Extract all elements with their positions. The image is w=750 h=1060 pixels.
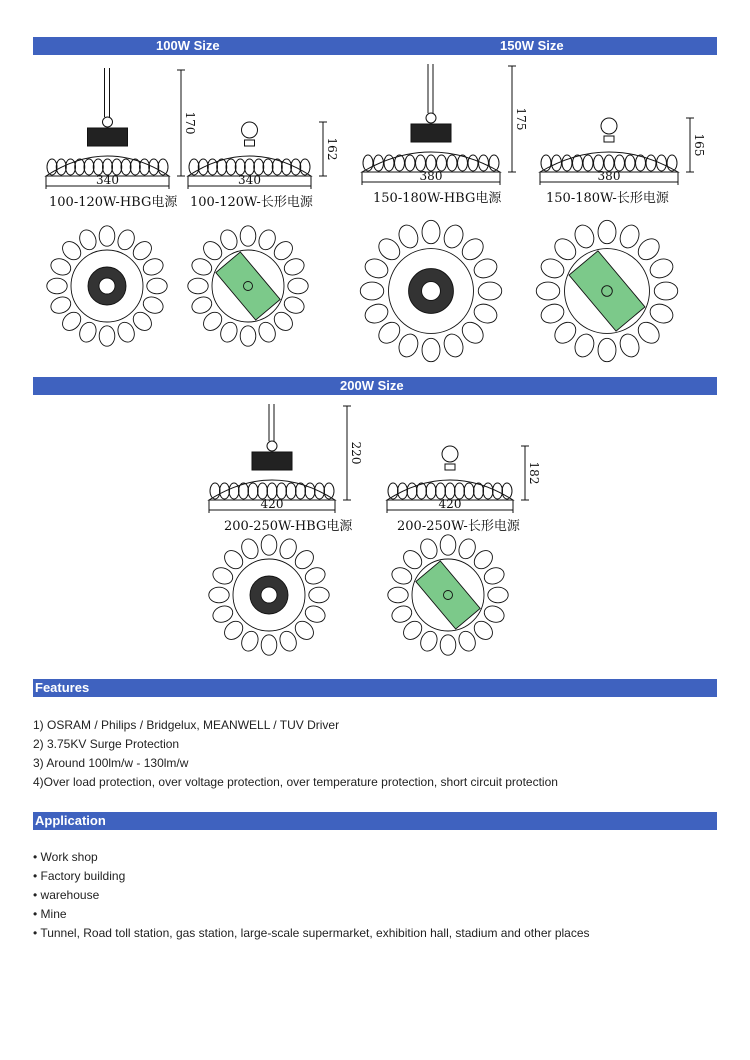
lamp-petal <box>99 226 115 246</box>
lamp-rib <box>84 159 94 175</box>
lamp-rib <box>282 159 292 175</box>
application-title: Application <box>35 813 106 828</box>
driver-center-cap <box>99 278 115 294</box>
lamp-rib <box>573 155 583 171</box>
lamp-petal <box>388 587 408 603</box>
lamp-petal <box>422 220 440 243</box>
feature-item: 2) 3.75KV Surge Protection <box>33 737 180 751</box>
caption-100w-long: 100-120W-长形电源 <box>190 195 313 210</box>
width-dimension-label: 420 <box>438 497 462 511</box>
height-dimension-label: 170 <box>183 111 197 135</box>
width-dimension-label: 420 <box>260 497 284 511</box>
size-150w-title: 150W Size <box>500 38 564 53</box>
lamp-petal <box>288 278 308 294</box>
lamp-petal <box>471 256 500 282</box>
lamp-rib <box>468 155 478 171</box>
lamp-top-view-200w-hbg <box>209 535 329 655</box>
lamp-rib <box>583 155 593 171</box>
lamp-petal <box>240 226 256 246</box>
lamp-petal <box>572 331 598 360</box>
lamp-petal <box>647 301 676 327</box>
lamp-petal <box>441 331 467 360</box>
lamp-top-view-200w-long <box>388 535 508 655</box>
lamp-petal <box>362 301 391 327</box>
feature-item: 4)Over load protection, over voltage protection, over temperature protection, short circuit protection <box>33 775 558 789</box>
lamp-petal <box>362 256 391 282</box>
features-header-bar <box>33 679 717 697</box>
lamp-top-body <box>536 220 677 361</box>
width-dimension-label: 340 <box>96 173 119 187</box>
lamp-side-drawing-150w-hbg <box>360 58 528 186</box>
lamp-petal <box>440 635 456 655</box>
lamp-top-body <box>388 535 508 655</box>
width-dimension-label: 340 <box>238 173 261 187</box>
lamp-rib <box>263 159 273 175</box>
lamp-petal <box>261 535 277 555</box>
caption-200w-long: 200-250W-长形电源 <box>397 519 520 534</box>
lamp-rib <box>417 483 427 499</box>
size-200w-header-bar <box>33 377 717 395</box>
hanging-ring <box>103 117 113 127</box>
lamp-top-body <box>47 226 167 346</box>
lamp-rib <box>130 159 140 175</box>
lamp-rib <box>248 483 258 499</box>
driver-heatsink <box>411 124 451 142</box>
lamp-rib <box>217 159 227 175</box>
lamp-neck <box>245 140 255 146</box>
lamp-rib <box>395 155 405 171</box>
lamp-petal <box>240 326 256 346</box>
lamp-petal <box>396 222 422 251</box>
lamp-rib <box>657 155 667 171</box>
lamp-rib <box>121 159 131 175</box>
lamp-rib <box>229 483 239 499</box>
lamp-rib <box>75 159 85 175</box>
application-item: • Mine <box>33 907 67 921</box>
led-board <box>569 251 645 331</box>
caption-150w-hbg: 150-180W-HBG电源 <box>373 191 502 206</box>
lamp-side-drawing-100w-hbg <box>44 62 197 190</box>
lamp-body <box>362 64 516 185</box>
lamp-side-drawing-150w-long <box>538 104 706 186</box>
lamp-petal <box>147 278 167 294</box>
lamp-petal <box>396 331 422 360</box>
lamp-rib <box>226 159 236 175</box>
application-header-bar <box>33 812 717 830</box>
lamp-rib <box>483 483 493 499</box>
application-item: • Work shop <box>33 850 98 864</box>
caption-200w-hbg: 200-250W-HBG电源 <box>224 519 353 534</box>
driver-center-cap <box>422 282 441 301</box>
lamp-petal <box>538 256 567 282</box>
lamp-rib <box>272 159 282 175</box>
lamp-rib <box>405 155 415 171</box>
lamp-rib <box>562 155 572 171</box>
size-100w-title: 100W Size <box>156 38 220 53</box>
driver-heatsink <box>88 128 128 146</box>
application-list <box>33 848 590 943</box>
lamp-top-body <box>188 226 308 346</box>
lamp-petal <box>47 278 67 294</box>
lamp-petal <box>440 535 456 555</box>
lamp-rib <box>636 155 646 171</box>
application-item: • warehouse <box>33 888 100 902</box>
caption-100w-hbg: 100-120W-HBG电源 <box>49 195 178 210</box>
lamp-rib <box>458 155 468 171</box>
lamp-side-drawing-200w-long <box>385 436 541 514</box>
lamp-top-body <box>209 535 329 655</box>
lamp-rib <box>239 483 249 499</box>
lamp-rib <box>474 483 484 499</box>
lamp-top-body <box>360 220 501 361</box>
height-dimension-label: 175 <box>514 107 528 131</box>
height-dimension-label: 162 <box>325 137 339 161</box>
width-dimension-label: 380 <box>419 169 443 183</box>
lamp-rib <box>296 483 306 499</box>
application-item: • Tunnel, Road toll station, gas station, large-scale supermarket, exhibition hall, stadium and other places <box>33 926 590 940</box>
height-dimension-label: 165 <box>692 133 706 157</box>
lamp-petal <box>647 256 676 282</box>
lamp-petal <box>598 220 616 243</box>
lamp-rib <box>447 155 457 171</box>
lamp-petal <box>478 282 501 300</box>
lamp-rib <box>407 483 417 499</box>
lamp-top-view-150w-hbg <box>362 222 500 360</box>
led-board <box>416 561 480 629</box>
lamp-petal <box>471 301 500 327</box>
lamp-petal <box>536 282 559 300</box>
lamp-petal <box>99 326 115 346</box>
lamp-top-view-100w-long <box>188 226 308 346</box>
lamp-rib <box>208 159 218 175</box>
features-list <box>33 716 558 792</box>
lamp-petal <box>441 222 467 251</box>
feature-item: 1) OSRAM / Philips / Bridgelux, MEANWELL / TUV Driver <box>33 718 340 732</box>
lamp-petal <box>572 222 598 251</box>
lamp-top-view-150w-long <box>538 222 676 360</box>
lamp-petal <box>598 338 616 361</box>
hanging-ring <box>426 113 436 123</box>
size-header-bar <box>33 37 717 55</box>
lamp-rib <box>286 483 296 499</box>
lamp-rib <box>464 483 474 499</box>
hanging-ring <box>242 122 258 138</box>
led-board <box>216 252 280 320</box>
caption-150w-long: 150-180W-长形电源 <box>546 191 669 206</box>
lamp-petal <box>422 338 440 361</box>
lamp-top-view-100w-hbg <box>47 226 167 346</box>
lamp-rib <box>646 155 656 171</box>
lamp-neck <box>445 464 455 470</box>
lamp-petal <box>360 282 383 300</box>
feature-item: 3) Around 100lm/w - 130lm/w <box>33 756 189 770</box>
hanging-ring <box>442 446 458 462</box>
size-200w-title: 200W Size <box>340 378 404 393</box>
lamp-neck <box>604 136 614 142</box>
lamp-petal <box>617 222 643 251</box>
lamp-petal <box>309 587 329 603</box>
lamp-petal <box>654 282 677 300</box>
lamp-body <box>46 68 185 189</box>
lamp-petal <box>617 331 643 360</box>
lamp-rib <box>384 155 394 171</box>
lamp-rib <box>374 155 384 171</box>
lamp-side-drawing-100w-long <box>186 110 339 190</box>
lamp-rib <box>426 483 436 499</box>
application-item: • Factory building <box>33 869 126 883</box>
lamp-petal <box>538 301 567 327</box>
lamp-petal <box>209 587 229 603</box>
width-dimension-label: 380 <box>597 169 621 183</box>
lamp-petal <box>188 278 208 294</box>
height-dimension-label: 182 <box>527 461 541 485</box>
lamp-rib <box>625 155 635 171</box>
height-dimension-label: 220 <box>349 441 363 465</box>
lamp-rib <box>66 159 76 175</box>
lamp-petal <box>261 635 277 655</box>
features-title: Features <box>35 680 90 695</box>
lamp-rib <box>479 155 489 171</box>
lamp-rib <box>552 155 562 171</box>
driver-center-cap <box>261 587 277 603</box>
driver-heatsink <box>252 452 292 470</box>
lamp-side-drawing-200w-hbg <box>207 398 363 514</box>
lamp-rib <box>305 483 315 499</box>
lamp-petal <box>488 587 508 603</box>
lamp-rib <box>140 159 150 175</box>
hanging-ring <box>601 118 617 134</box>
hanging-ring <box>267 441 277 451</box>
